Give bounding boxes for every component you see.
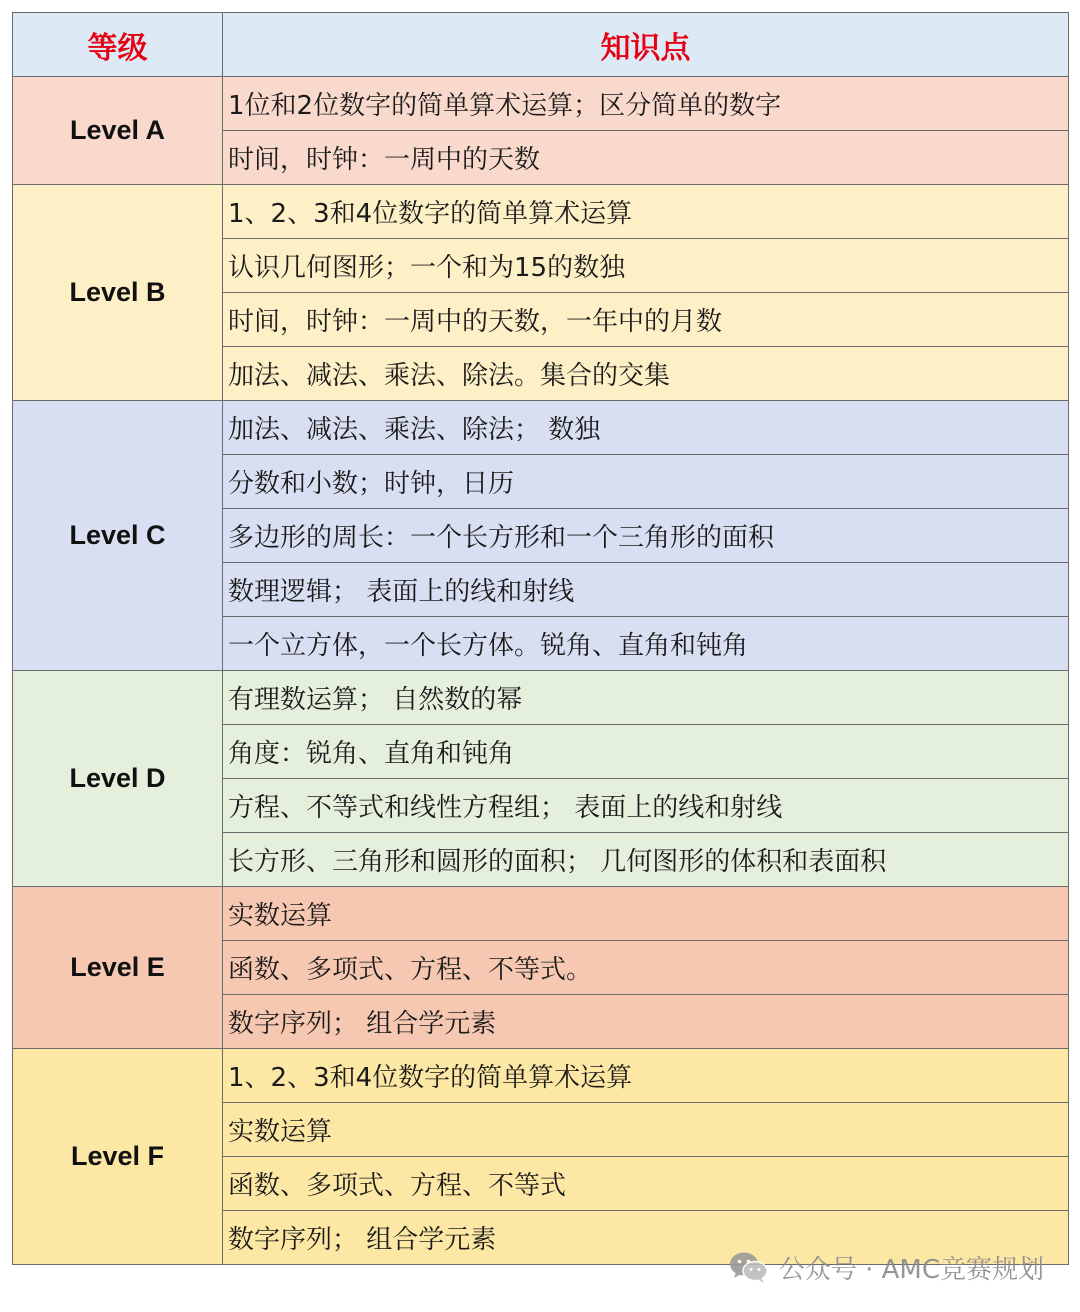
watermark-text: 公众号 · AMC竞赛规划 (778, 1255, 1044, 1285)
topic-cell: 有理数运算； 自然数的幂 (223, 671, 1069, 725)
table-row (13, 887, 1069, 941)
level-cell: Level B (13, 185, 223, 401)
level-cell: Level D (13, 671, 223, 887)
topic-cell: 认识几何图形；一个和为15的数独 (223, 239, 1069, 293)
topic-cell: 函数、多项式、方程、不等式。 (223, 941, 1069, 995)
topic-cell: 实数运算 (223, 887, 1069, 941)
level-cell: Level E (13, 887, 223, 1049)
watermark (729, 1249, 1044, 1286)
table-row (13, 185, 1069, 239)
level-column-header: 等级 (13, 13, 223, 77)
table-header-row (13, 13, 1069, 77)
topic-cell: 一个立方体，一个长方体。锐角、直角和钝角 (223, 617, 1069, 671)
table-row (13, 401, 1069, 455)
topic-column-header: 知识点 (223, 13, 1069, 77)
level-cell: Level A (13, 77, 223, 185)
topic-cell: 1、2、3和4位数字的简单算术运算 (223, 185, 1069, 239)
topic-cell: 实数运算 (223, 1103, 1069, 1157)
topic-cell: 时间，时钟：一周中的天数，一年中的月数 (223, 293, 1069, 347)
topic-cell: 函数、多项式、方程、不等式 (223, 1157, 1069, 1211)
topic-cell: 角度：锐角、直角和钝角 (223, 725, 1069, 779)
topic-cell: 长方形、三角形和圆形的面积； 几何图形的体积和表面积 (223, 833, 1069, 887)
topic-cell: 分数和小数；时钟，日历 (223, 455, 1069, 509)
level-cell: Level C (13, 401, 223, 671)
topic-cell: 数字序列； 组合学元素 (223, 1211, 1069, 1265)
table-row (13, 77, 1069, 131)
table-row (13, 1049, 1069, 1103)
topic-cell: 数字序列； 组合学元素 (223, 995, 1069, 1049)
knowledge-table (12, 12, 1069, 1265)
topic-cell: 方程、不等式和线性方程组； 表面上的线和射线 (223, 779, 1069, 833)
topic-cell: 时间，时钟：一周中的天数 (223, 131, 1069, 185)
topic-cell: 数理逻辑； 表面上的线和射线 (223, 563, 1069, 617)
topic-cell: 1位和2位数字的简单算术运算；区分简单的数字 (223, 77, 1069, 131)
level-cell: Level F (13, 1049, 223, 1265)
topic-cell: 1、2、3和4位数字的简单算术运算 (223, 1049, 1069, 1103)
table-row (13, 671, 1069, 725)
topic-cell: 多边形的周长：一个长方形和一个三角形的面积 (223, 509, 1069, 563)
wechat-icon (729, 1251, 769, 1285)
table-body (13, 77, 1069, 1265)
topic-cell: 加法、减法、乘法、除法； 数独 (223, 401, 1069, 455)
topic-cell: 加法、减法、乘法、除法。集合的交集 (223, 347, 1069, 401)
